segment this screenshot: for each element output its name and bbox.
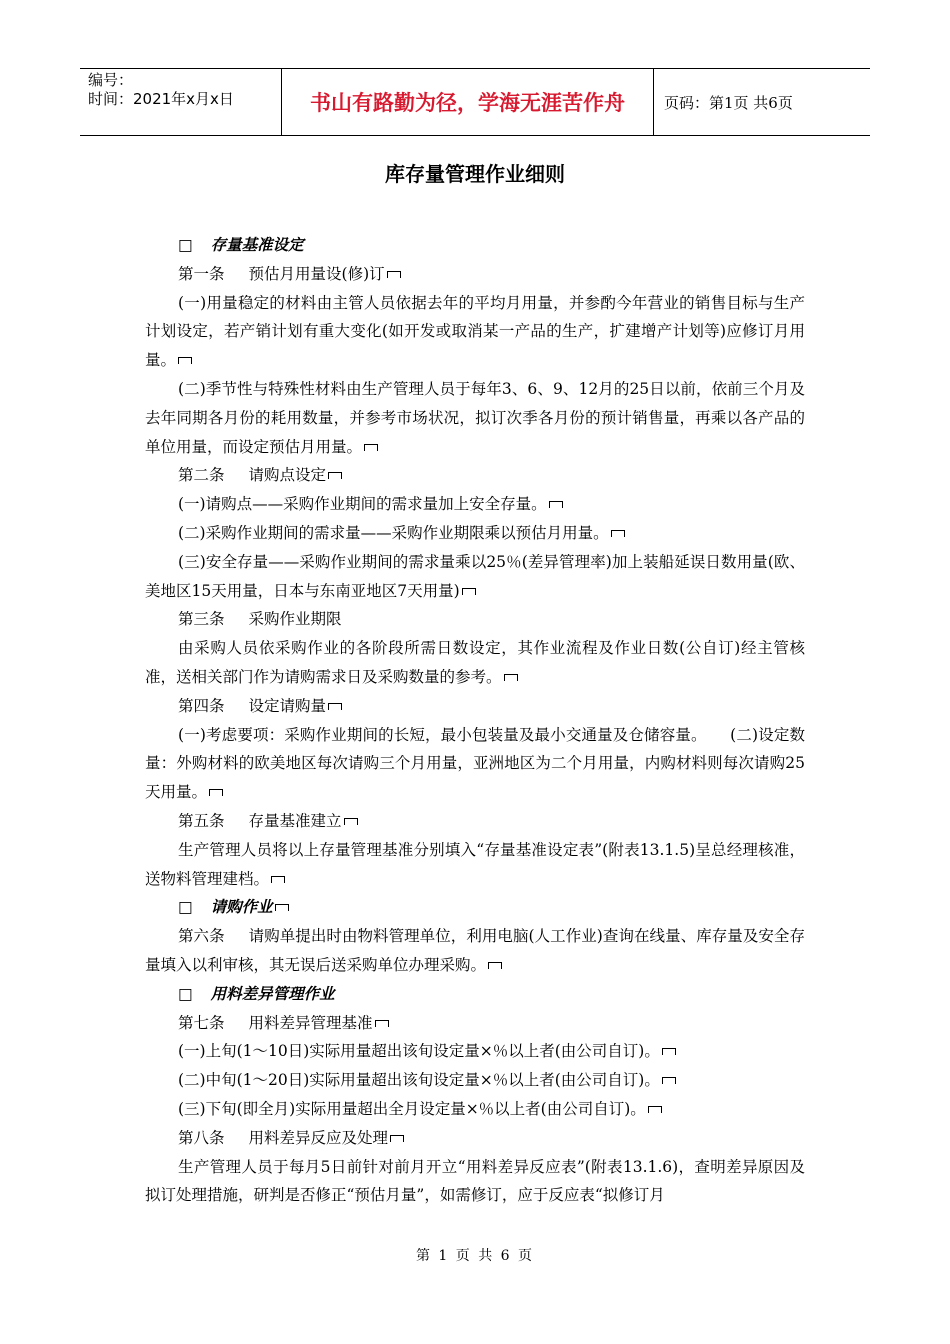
paragraph-mark-icon: [364, 444, 378, 451]
paragraph: [145, 1095, 805, 1124]
paragraph-text: (二)季节性与特殊性材料由生产管理人员于每年3、6、9、12月的25日以前，依前三个月及去年同期各月份的耗用数量，并参考市场状况，拟订次季各月份的预计销售量，再乘以各产品的单位用量，而设定预估月用量。: [145, 379, 805, 456]
paragraph: [145, 375, 805, 461]
paragraph-text: (三)下旬(即全月)实际用量超出全月设定量×％以上者(由公司自订)。: [178, 1099, 646, 1118]
paragraph-text: 由采购人员依采购作业的各阶段所需日数设定，其作业流程及作业日数(公自订)经主管核准，送相关部门作为请购需求日及采购数量的参考。: [145, 639, 805, 686]
checkbox-icon: □: [178, 236, 193, 254]
paragraph: [145, 836, 805, 894]
header-info: [80, 69, 282, 135]
document-time: 时间：2021年x月x日: [88, 90, 234, 108]
paragraph-mark-icon: [271, 876, 285, 883]
article-number: 第五条: [178, 811, 225, 830]
paragraph-mark-icon: [662, 1048, 676, 1055]
paragraph: [145, 490, 805, 519]
article-number: 第二条: [178, 466, 225, 485]
paragraph-mark-icon: [662, 1077, 676, 1084]
section-heading: [145, 893, 805, 922]
article-heading: [145, 461, 805, 490]
article-heading: [145, 605, 805, 634]
paragraph-mark-icon: [387, 271, 401, 278]
document-number: 编号：: [88, 71, 134, 89]
article-title: 采购作业期限: [248, 610, 342, 629]
paragraph-mark-icon: [549, 501, 563, 508]
paragraph: [145, 634, 805, 692]
paragraph-mark-icon: [344, 818, 358, 825]
paragraph-text: 生产管理人员将以上存量管理基准分别填入“存量基准设定表”(附表13.1.5)呈总经理核准，送物料管理建档。: [145, 840, 805, 888]
article-number: 第七条: [178, 1013, 225, 1032]
paragraph-mark-icon: [209, 789, 223, 796]
paragraph-text: (一)用量稳定的材料由主管人员依据去年的平均月用量，并参酌今年营业的销售目标与生产计划设定，若产销计划有重大变化(如开发或取消某一产品的生产，扩建增产计划等)应修订月用量。: [145, 293, 805, 370]
paragraph-text: 生产管理人员于每月5日前针对前月开立“用料差异反应表”(附表13.1.6)，查明差异原因及拟订处理措施，研判是否修正“预估月量”，如需修订，应于反应表“拟修订月: [145, 1157, 805, 1205]
section-title: 请购作业: [210, 897, 273, 917]
document-title: 库存量管理作业细则: [385, 162, 565, 186]
article-number: 第八条: [178, 1128, 225, 1147]
paragraph-text: (二)采购作业期间的需求量——采购作业期限乘以预估月用量。: [178, 523, 609, 542]
section-heading: [145, 980, 805, 1009]
page-header: [80, 68, 870, 136]
article-number: 第六条: [178, 927, 225, 946]
paragraph: [145, 1066, 805, 1095]
paragraph-text: (一)请购点——采购作业期间的需求量加上安全存量。: [178, 495, 547, 514]
paragraph-mark-icon: [275, 904, 289, 911]
page-footer: 第 1 页 共 6 页: [415, 1248, 535, 1264]
paragraph-mark-icon: [328, 703, 342, 710]
article-heading: [145, 692, 805, 721]
article-heading: [145, 260, 805, 289]
paragraph: [145, 289, 805, 375]
paragraph: [145, 519, 805, 548]
article-title: 用料差异管理基准: [248, 1013, 373, 1032]
paragraph-mark-icon: [648, 1106, 662, 1113]
section-title: 存量基准设定: [210, 235, 304, 254]
paragraph: [145, 1037, 805, 1066]
section-title: 用料差异管理作业: [210, 983, 335, 1003]
article-heading: [145, 922, 805, 980]
paragraph: [145, 1153, 805, 1211]
paragraph-mark-icon: [390, 1135, 404, 1142]
paragraph-text: (一)考虑要项：采购作业期间的长短，最小包装量及最小交通量及仓储容量。 (二)设定数量：外购材料的欧美地区每次请购三个月用量，亚洲地区为二个月用量，内购材料则每次请购25天用量。: [145, 725, 805, 802]
article-heading: [145, 807, 805, 836]
paragraph-mark-icon: [488, 962, 502, 969]
checkbox-icon: □: [178, 984, 193, 1003]
article-number: 第四条: [178, 696, 225, 715]
checkbox-icon: □: [178, 898, 193, 917]
paragraph-text: (一)上旬(1～10日)实际用量超出该旬设定量×％以上者(由公司自订)。: [178, 1042, 660, 1061]
paragraph: [145, 548, 805, 606]
document-body: [145, 231, 805, 1210]
paragraph-mark-icon: [611, 530, 625, 537]
article-title: 存量基准建立: [248, 811, 342, 830]
paragraph-mark-icon: [178, 357, 192, 364]
article-title: 用料差异反应及处理: [248, 1128, 389, 1147]
article-heading: [145, 1009, 805, 1038]
paragraph-mark-icon: [328, 472, 342, 479]
paragraph-text: (三)安全存量——采购作业期间的需求量乘以25％(差异管理率)加上装船延误日数用量(欧、美地区15天用量，日本与东南亚地区7天用量): [145, 552, 805, 600]
paragraph-mark-icon: [504, 674, 518, 681]
paragraph-mark-icon: [462, 588, 476, 595]
article-heading: [145, 1124, 805, 1153]
paragraph: [145, 721, 805, 807]
section-heading: [145, 231, 805, 260]
article-title: 请购点设定: [248, 466, 327, 485]
paragraph-mark-icon: [375, 1020, 389, 1027]
article-title: 预估月用量设(修)订: [248, 264, 385, 283]
header-page-number: 页码：第1页 共6页: [664, 93, 793, 112]
article-number: 第三条: [178, 610, 225, 629]
header-motto: 书山有路勤为径，学海无涯苦作舟: [282, 69, 654, 135]
paragraph-text: (二)中旬(1～20日)实际用量超出该旬设定量×％以上者(由公司自订)。: [178, 1071, 660, 1090]
article-number: 第一条: [178, 264, 225, 283]
article-title: 请购单提出时由物料管理单位，利用电脑(人工作业)查询在线量、库存量及安全存量填入以利审核，其无误后送采购单位办理采购。: [145, 927, 805, 974]
article-title: 设定请购量: [248, 696, 327, 715]
